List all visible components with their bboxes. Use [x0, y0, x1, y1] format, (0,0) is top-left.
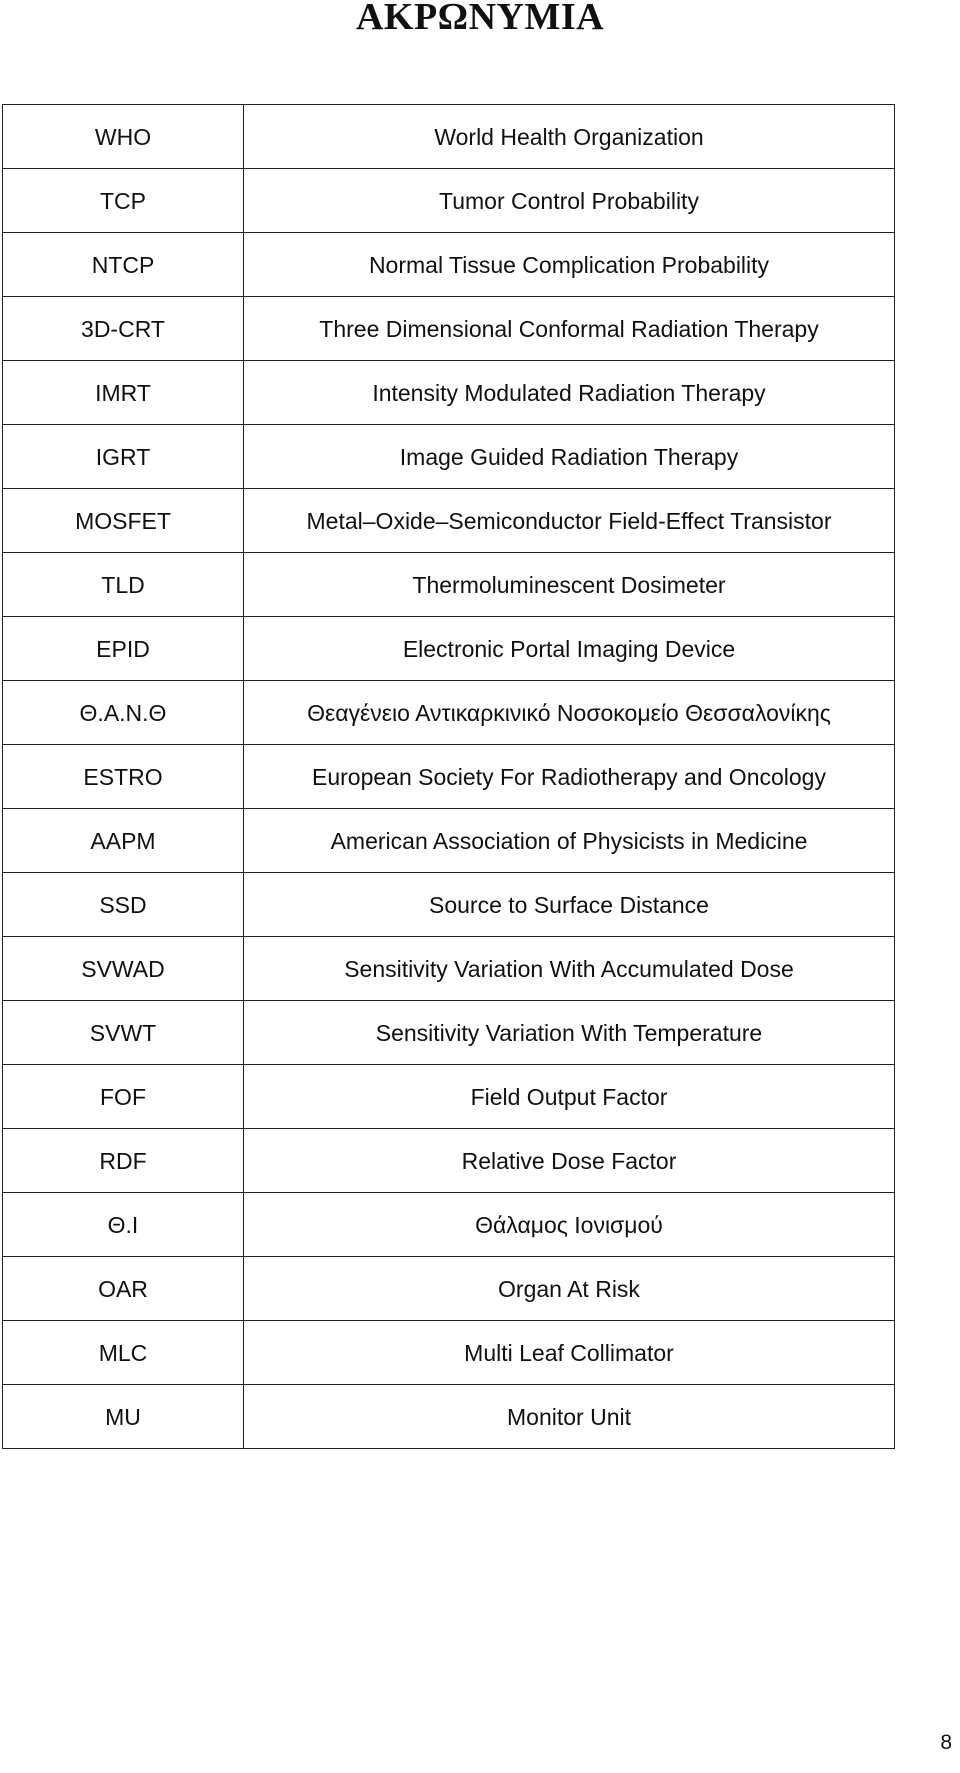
table-row: [3, 233, 895, 297]
acronym-cell: MOSFET: [3, 489, 244, 553]
definition-cell: Normal Tissue Complication Probability: [244, 233, 895, 297]
table-row: [3, 169, 895, 233]
acronym-cell: IGRT: [3, 425, 244, 489]
table-row: [3, 425, 895, 489]
table-row: [3, 873, 895, 937]
table-row: [3, 361, 895, 425]
table-row: [3, 1129, 895, 1193]
table-row: [3, 1193, 895, 1257]
definition-cell: World Health Organization: [244, 105, 895, 169]
page-number: 8: [940, 1731, 952, 1754]
table-row: [3, 809, 895, 873]
acronym-cell: RDF: [3, 1129, 244, 1193]
acronym-cell: AAPM: [3, 809, 244, 873]
acronym-cell: ESTRO: [3, 745, 244, 809]
acronym-cell: TLD: [3, 553, 244, 617]
acronym-cell: SVWAD: [3, 937, 244, 1001]
definition-cell: Metal–Oxide–Semiconductor Field-Effect Transistor: [244, 489, 895, 553]
definition-cell: Thermoluminescent Dosimeter: [244, 553, 895, 617]
table-row: [3, 553, 895, 617]
definition-cell: Sensitivity Variation With Temperature: [244, 1001, 895, 1065]
acronym-cell: EPID: [3, 617, 244, 681]
acronym-cell: IMRT: [3, 361, 244, 425]
table-row: [3, 681, 895, 745]
definition-cell: Sensitivity Variation With Accumulated Dose: [244, 937, 895, 1001]
definition-cell: Θεαγένειο Αντικαρκινικό Νοσοκομείο Θεσσαλονίκης: [244, 681, 895, 745]
table-row: [3, 745, 895, 809]
acronym-cell: OAR: [3, 1257, 244, 1321]
acronym-cell: MLC: [3, 1321, 244, 1385]
acronym-cell: NTCP: [3, 233, 244, 297]
acronym-cell: WHO: [3, 105, 244, 169]
acronym-table-body: [3, 105, 895, 1449]
acronym-cell: SSD: [3, 873, 244, 937]
definition-cell: European Society For Radiotherapy and Oncology: [244, 745, 895, 809]
acronym-cell: FOF: [3, 1065, 244, 1129]
table-row: [3, 1321, 895, 1385]
definition-cell: Image Guided Radiation Therapy: [244, 425, 895, 489]
table-row: [3, 1385, 895, 1449]
table-row: [3, 617, 895, 681]
acronym-table: [2, 104, 895, 1449]
acronym-cell: SVWT: [3, 1001, 244, 1065]
definition-cell: Monitor Unit: [244, 1385, 895, 1449]
definition-cell: Three Dimensional Conformal Radiation Therapy: [244, 297, 895, 361]
definition-cell: Source to Surface Distance: [244, 873, 895, 937]
table-row: [3, 1065, 895, 1129]
table-row: [3, 1001, 895, 1065]
table-row: [3, 105, 895, 169]
table-row: [3, 297, 895, 361]
definition-cell: Tumor Control Probability: [244, 169, 895, 233]
acronym-cell: TCP: [3, 169, 244, 233]
definition-cell: Electronic Portal Imaging Device: [244, 617, 895, 681]
definition-cell: Θάλαμος Ιονισμού: [244, 1193, 895, 1257]
definition-cell: Organ At Risk: [244, 1257, 895, 1321]
page-title: ΑΚΡΩΝΥΜΙΑ: [355, 0, 605, 38]
definition-cell: Field Output Factor: [244, 1065, 895, 1129]
definition-cell: Multi Leaf Collimator: [244, 1321, 895, 1385]
acronym-cell: Θ.Ι: [3, 1193, 244, 1257]
definition-cell: Relative Dose Factor: [244, 1129, 895, 1193]
acronym-cell: 3D-CRT: [3, 297, 244, 361]
definition-cell: Intensity Modulated Radiation Therapy: [244, 361, 895, 425]
acronym-cell: MU: [3, 1385, 244, 1449]
table-row: [3, 937, 895, 1001]
table-row: [3, 1257, 895, 1321]
definition-cell: American Association of Physicists in Medicine: [244, 809, 895, 873]
table-row: [3, 489, 895, 553]
acronym-cell: Θ.Α.Ν.Θ: [3, 681, 244, 745]
